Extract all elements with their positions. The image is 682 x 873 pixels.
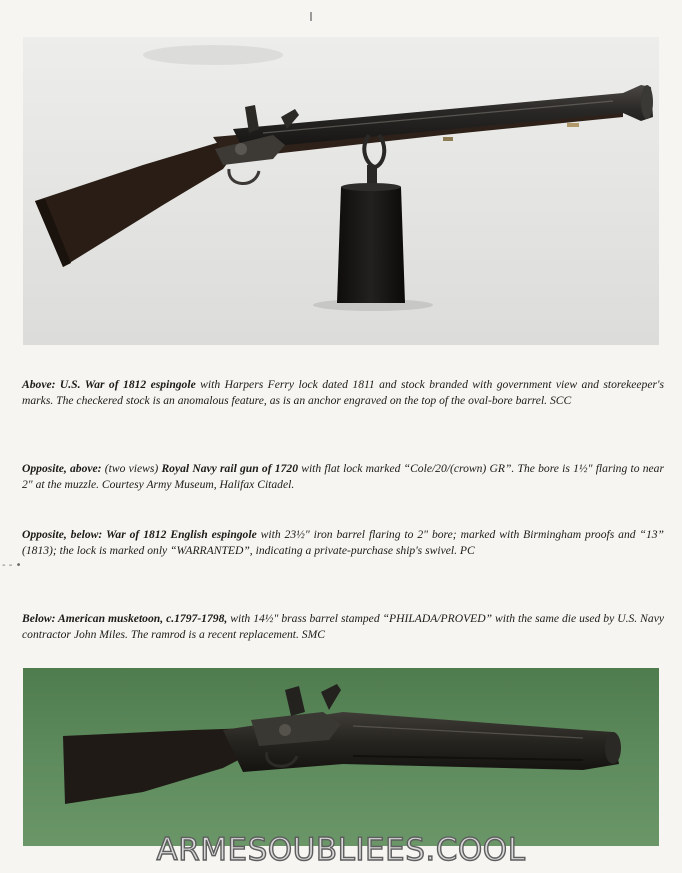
caption-mid: (two views) [101,462,162,475]
caption-lead: Above: U.S. War of 1812 espingole [22,378,196,391]
caption-body: with Harpers Ferry lock dated 1811 and stock branded with government view and storekeeper's marks. The checkered stock is an anomalous feature, as is an anchor engraved on the top of the oval-bore barrel. SCC [22,378,664,408]
watermark: ARMESOUBLIEES.COOL [156,832,526,868]
caption-musketoon [22,611,664,643]
caption-body: with flat lock marked “Cole/20/(crown) GR”. The bore is 1½" flaring to near 2" at the muzzle. Courtesy Army Museum, Halifax Citadel. [22,462,664,492]
caption-body: with 14½" brass barrel stamped “PHILADA/PROVED” with the same die used by U.S. Navy contractor John Miles. The ramrod is a recent replacement. SMC [22,612,664,642]
espingole-photo [23,37,659,345]
espingole-photo-art [23,37,659,345]
caption-lead: Below: American musketoon, c.1797-1798, [22,612,228,625]
musketoon-photo-art [23,668,659,846]
caption-body: with 23½" iron barrel flaring to 2" bore; marked with Birmingham proofs and “13” (1813); the lock is marked only “WARRANTED”, indicating a private-purchase ship's swivel. PC [22,528,664,558]
musketoon-photo [23,668,659,846]
caption-espingole [22,377,664,409]
caption-lead: Opposite, above: [22,462,102,475]
margin-mark: - - • [2,560,22,571]
caption-lead: Opposite, below: War of 1812 English espingole [22,528,257,541]
page-edge-mark [310,12,312,21]
caption-rail-gun [22,461,664,493]
caption-english-espingole [22,527,664,559]
caption-lead-2: Royal Navy rail gun of 1720 [161,462,298,475]
